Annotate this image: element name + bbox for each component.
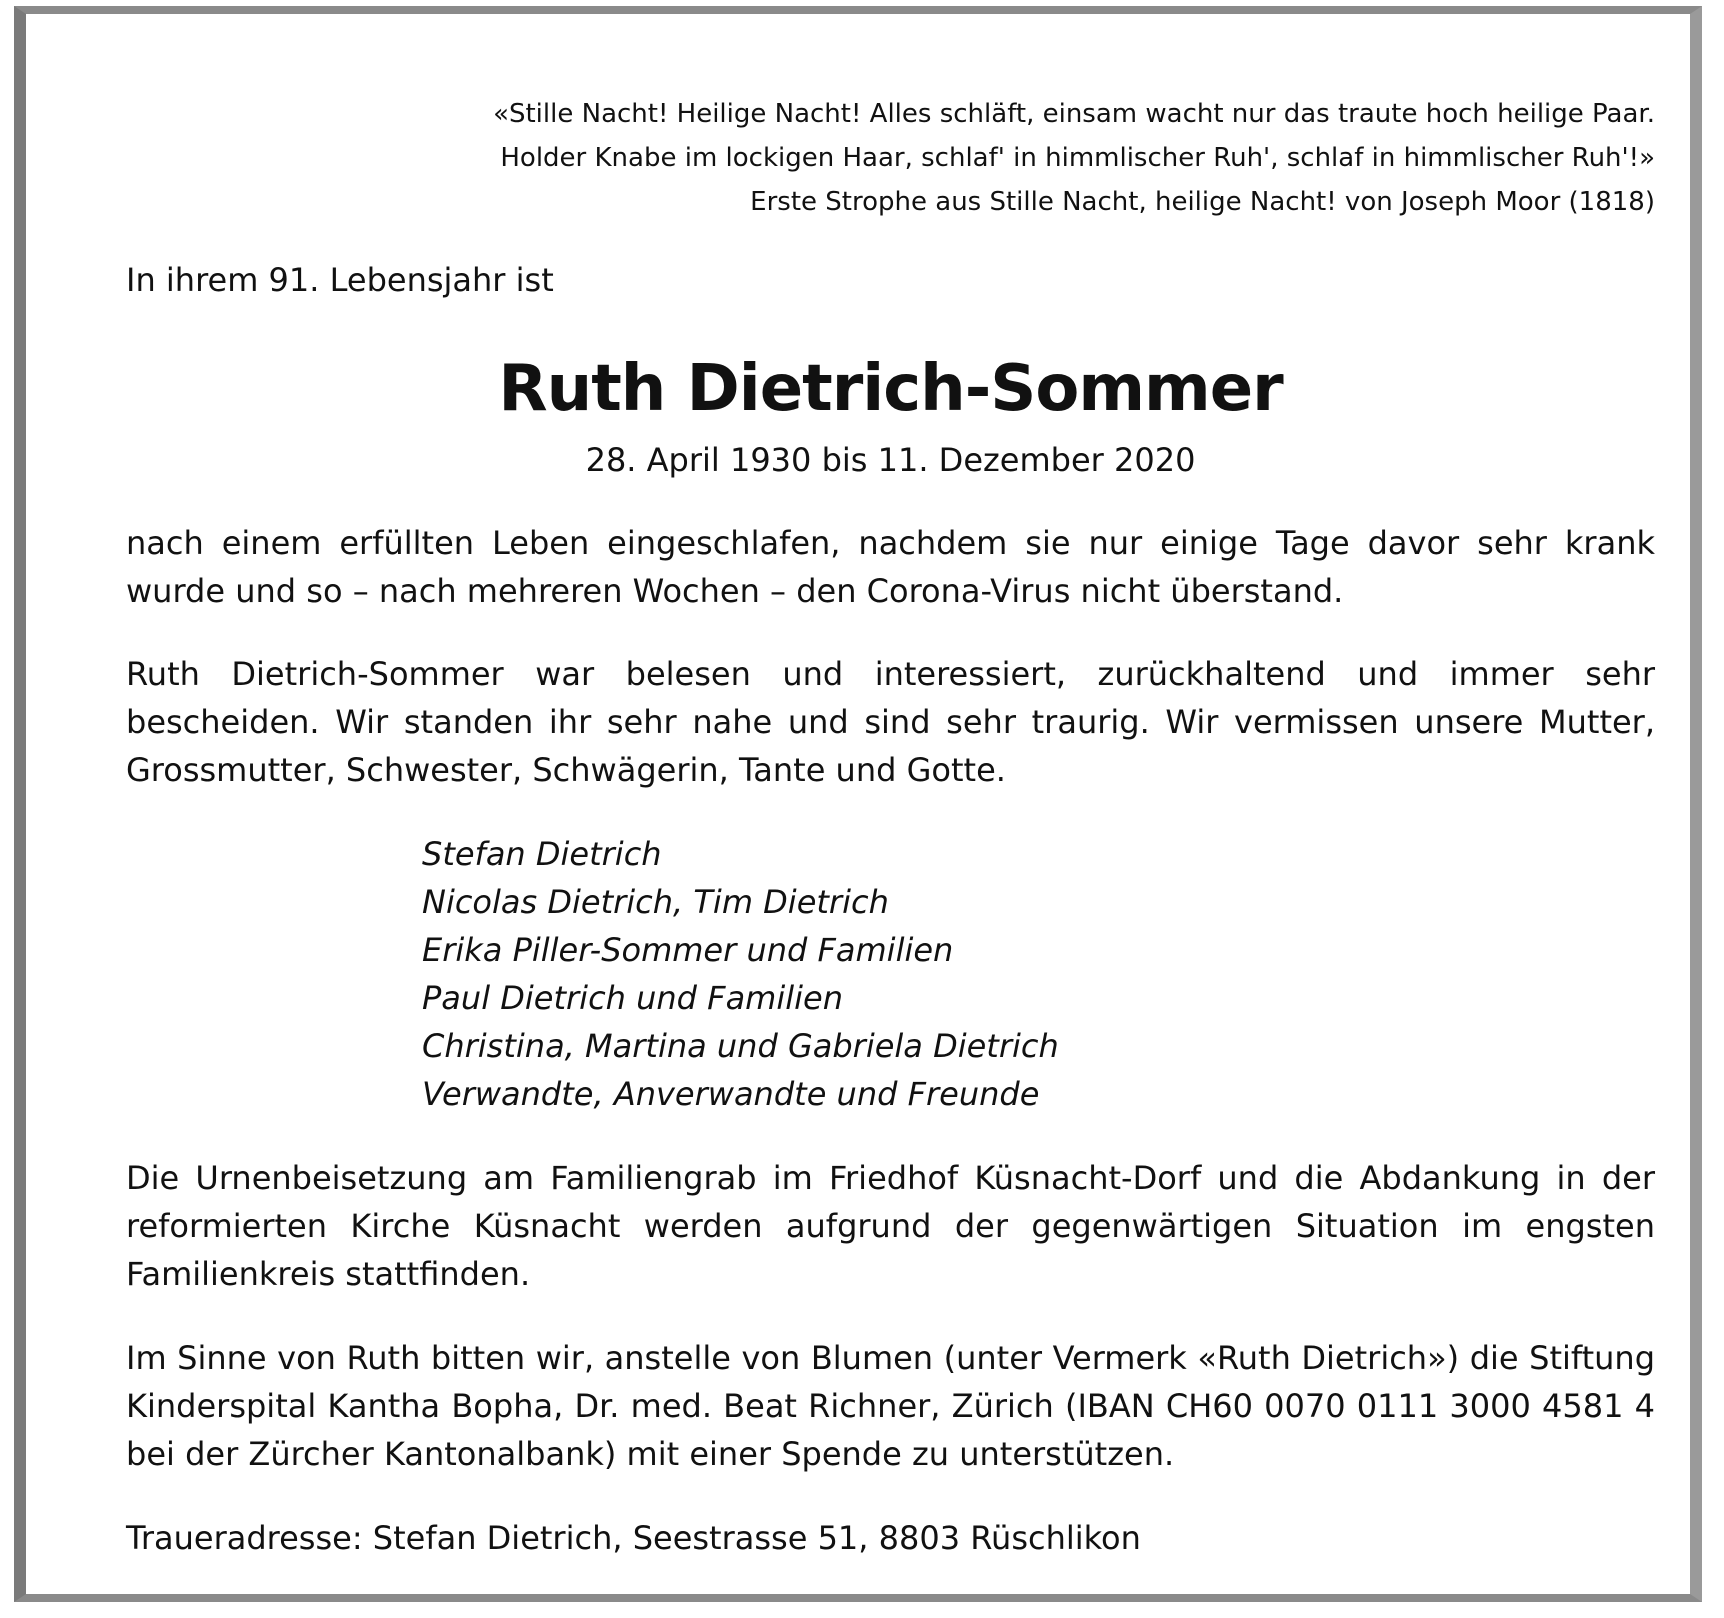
motto-quote xyxy=(493,92,1655,224)
signer-line: Nicolas Dietrich, Tim Dietrich xyxy=(422,883,889,921)
motto-line-2: Holder Knabe im lockigen Haar, schlaf' in himmlischer Ruh', schlaf in himmlischer Ruh'!» xyxy=(500,143,1655,173)
mourning-address: Traueradresse: Stefan Dietrich, Seestrasse 51, 8803 Rüschlikon xyxy=(126,1519,1141,1557)
obituary-frame xyxy=(14,6,1702,1602)
paragraph-donation: Im Sinne von Ruth bitten wir, anstelle von Blumen (unter Vermerk «Ruth Dietrich») die Stiftung Kinderspital Kantha Bopha, Dr. med. Beat Richner, Zürich (IBAN CH60 0070 0111 3000 4581 4 bei der Zürcher Kantonalbank) mit einer Spende zu unterstützen. xyxy=(126,1339,1655,1473)
motto-line-1: «Stille Nacht! Heilige Nacht! Alles schläft, einsam wacht nur das traute hoch heilige Paar. xyxy=(493,99,1655,129)
signer-line: Paul Dietrich und Familien xyxy=(422,979,843,1017)
motto-source: Erste Strophe aus Stille Nacht, heilige Nacht! von Joseph Moor (1818) xyxy=(750,187,1655,217)
paragraph-funeral: Die Urnenbeisetzung am Familiengrab im Friedhof Küsnacht-Dorf und die Abdankung in der reformierten Kirche Küsnacht werden aufgrund der gegenwärtigen Situation im engsten Familienkreis stattfinden. xyxy=(126,1159,1655,1293)
paragraph-character: Ruth Dietrich-Sommer war belesen und interessiert, zurückhaltend und immer sehr bescheiden. Wir standen ihr sehr nahe und sind sehr traurig. Wir vermissen unsere Mutter, Grossmutter, Schwester, Schwägerin, Tante und Gotte. xyxy=(126,655,1655,789)
signers-list xyxy=(422,830,1059,1118)
signer-line: Verwandte, Anverwandte und Freunde xyxy=(422,1075,1040,1113)
signer-line: Christina, Martina und Gabriela Dietrich xyxy=(422,1027,1059,1065)
life-dates: 28. April 1930 bis 11. Dezember 2020 xyxy=(585,441,1196,479)
intro-text: In ihrem 91. Lebensjahr ist xyxy=(126,261,554,299)
signer-line: Erika Piller-Sommer und Familien xyxy=(422,931,954,969)
paragraph-passing: nach einem erfüllten Leben eingeschlafen, nachdem sie nur einige Tage davor sehr krank wurde und so – nach mehreren Wochen – den Corona-Virus nicht überstand. xyxy=(126,524,1655,610)
deceased-name: Ruth Dietrich-Sommer xyxy=(498,352,1283,426)
signer-line: Stefan Dietrich xyxy=(422,835,662,873)
